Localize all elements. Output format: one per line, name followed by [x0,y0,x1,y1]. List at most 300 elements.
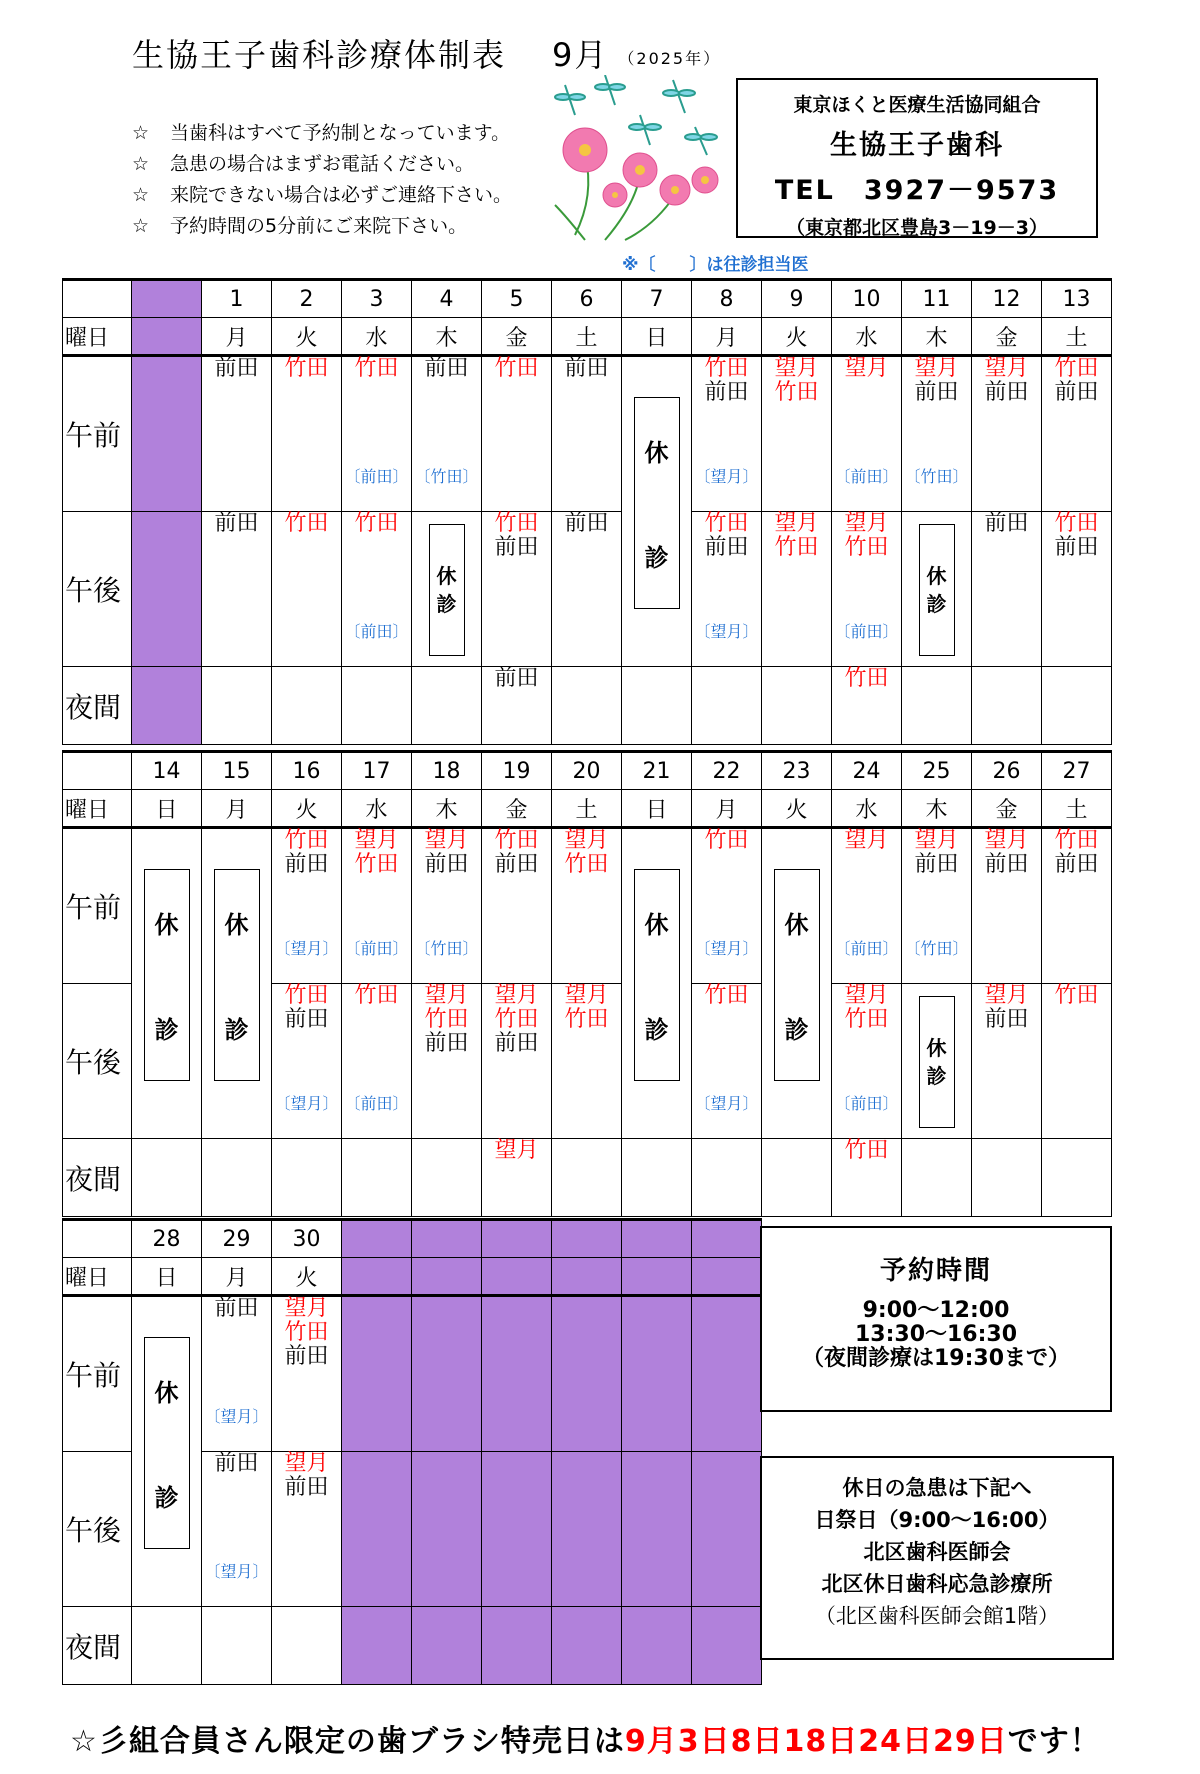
weekday-cell: 木 [902,318,972,356]
doctor-name: 竹田 [354,852,399,877]
weekday-cell: 日 [132,790,202,828]
schedule-cell [272,1452,342,1607]
doctor-name: 望月 [494,1138,539,1163]
schedule-cell [972,828,1042,984]
date-cell [482,1220,552,1258]
schedule-cell [622,1607,692,1685]
home-visit-doctor: 〔前田〕 [344,467,409,486]
home-visit-doctor: 〔前田〕 [834,939,899,958]
schedule-cell [132,1139,202,1217]
schedule-cell [902,356,972,512]
holiday-line: 北区歯科医師会 [863,1540,1011,1564]
doctor-name: 竹田 [354,511,399,536]
schedule-cell [482,1607,552,1685]
schedule-cell [342,667,412,745]
night-row [63,1139,1112,1217]
home-visit-doctor: 〔前田〕 [344,1094,409,1113]
notice-item [132,118,512,149]
closed-bottom: 診 [154,1016,179,1044]
date-cell: 17 [342,752,412,790]
date-cell: 8 [692,280,762,318]
doctor-name: 竹田 [844,535,889,560]
weekday-cell: 木 [412,318,482,356]
schedule-cell [552,828,622,984]
promo-dates: 9月3日8日18日24日29日 [624,1724,1008,1759]
star-icon: ☆ [132,184,150,206]
closed-top: 休 [224,911,249,939]
weekday-cell: 日 [622,318,692,356]
schedule-cell [762,512,832,667]
clinic-phone: TEL 3927－9573 [774,175,1060,206]
doctor-name: 前田 [214,356,259,381]
doctor-name: 前田 [494,666,539,691]
schedule-cell [692,512,762,667]
star-icon: ☆ [132,153,150,175]
weekday-cell: 土 [552,318,622,356]
schedule-cell [412,1139,482,1217]
weekday-cell: 水 [832,318,902,356]
schedule-cell [412,512,482,667]
schedule-cell [692,1607,762,1685]
date-cell: 6 [552,280,622,318]
doctor-name: 望月 [844,356,889,381]
doctor-name: 望月 [844,828,889,853]
doctor-name: 竹田 [494,1007,539,1032]
doctor-name: 竹田 [494,828,539,853]
date-cell: 10 [832,280,902,318]
hours-line: 9:00～12:00 [862,1298,1010,1323]
doctor-name: 竹田 [1054,511,1099,536]
schedule-cell [692,1139,762,1217]
date-cell: 28 [132,1220,202,1258]
doctor-name: 竹田 [774,380,819,405]
weekday-cell: 木 [412,790,482,828]
title-year: （2025年） [618,48,722,68]
weekday-cell: 月 [202,318,272,356]
weekday-cell: 火 [272,318,342,356]
holiday-line: （北区歯科医師会館1階） [814,1604,1060,1628]
doctor-name: 望月 [494,983,539,1008]
date-cell: 16 [272,752,342,790]
schedule-cell [132,1607,202,1685]
doctor-name: 前田 [494,1031,539,1056]
hours-line: 13:30～16:30 [854,1322,1018,1347]
period-label: 午後 [63,984,132,1139]
doctor-name: 竹田 [494,511,539,536]
doctor-name: 前田 [984,852,1029,877]
date-cell: 19 [482,752,552,790]
pm-row [63,512,1112,667]
schedule-cell [1042,984,1112,1139]
schedule-cell [202,512,272,667]
weekday-cell [132,318,202,356]
home-visit-doctor: 〔望月〕 [204,1562,269,1581]
doctor-name: 竹田 [354,983,399,1008]
promo-suffix: です！ [1007,1724,1101,1759]
am-row [63,356,1112,512]
home-visit-doctor: 〔望月〕 [274,939,339,958]
date-cell [342,1220,412,1258]
weekday-cell: 水 [342,318,412,356]
page-title [132,30,721,76]
appointment-hours-box [760,1226,1112,1412]
doctor-name: 望月 [984,983,1029,1008]
clinic-org: 東京ほくと医療生活協同組合 [793,94,1041,116]
schedule-cell [412,1607,482,1685]
doctor-name: 望月 [424,828,469,853]
schedule-cell [902,512,972,667]
schedule-cell [552,1452,622,1607]
weekday-cell: 月 [202,1258,272,1296]
period-label: 夜間 [63,667,132,745]
doctor-name: 前田 [284,1344,329,1369]
schedule-cell [202,1296,272,1452]
schedule-cell [1042,667,1112,745]
doctor-name: 望月 [984,828,1029,853]
doctor-name: 竹田 [564,852,609,877]
notice-text: 当歯科はすべて予約制となっています。 [170,122,511,144]
closed-top: 休 [436,564,457,588]
closed-box [429,524,465,656]
doctor-name: 竹田 [704,983,749,1008]
doctor-name: 竹田 [494,356,539,381]
date-cell: 21 [622,752,692,790]
schedule-cell [832,984,902,1139]
schedule-cell [342,356,412,512]
doctor-name: 竹田 [284,356,329,381]
home-visit-doctor: 〔望月〕 [694,467,759,486]
schedule-cell [762,667,832,745]
doctor-name: 竹田 [1054,983,1099,1008]
schedule-cell [272,667,342,745]
schedule-cell [762,1139,832,1217]
date-cell: 7 [622,280,692,318]
schedule-cell [412,984,482,1139]
schedule-cell [552,1607,622,1685]
schedule-cell [972,984,1042,1139]
date-cell [622,1220,692,1258]
notice-list [132,118,512,242]
closed-box [919,996,955,1128]
doctor-name: 竹田 [844,1007,889,1032]
date-cell: 20 [552,752,622,790]
holiday-line: 休日の急患は下記へ [842,1476,1032,1500]
schedule-cell [902,1139,972,1217]
promo-prefix: ☆彡組合員さん限定の歯ブラシ特売日は [70,1724,625,1759]
weekday-cell: 火 [762,318,832,356]
doctor-name: 望月 [774,511,819,536]
period-label: 午前 [63,356,132,512]
doctor-name: 竹田 [354,356,399,381]
home-visit-doctor: 〔望月〕 [204,1407,269,1426]
period-label: 午後 [63,1452,132,1607]
schedule-cell [342,984,412,1139]
notice-text: 予約時間の5分前にご来院下さい。 [170,215,468,237]
closed-top: 休 [926,564,947,588]
date-cell: 29 [202,1220,272,1258]
schedule-cell [482,512,552,667]
schedule-cell [482,356,552,512]
doctor-name: 竹田 [844,1138,889,1163]
schedule-cell [1042,356,1112,512]
date-cell: 9 [762,280,832,318]
doctor-name: 前田 [914,380,959,405]
date-cell [132,280,202,318]
schedule-cell [902,667,972,745]
closed-box [634,397,680,609]
schedule-cell [622,1296,692,1452]
closed-bottom: 診 [644,1016,669,1044]
closed-top: 休 [644,911,669,939]
doctor-name: 前田 [564,511,609,536]
weekday-cell [342,1258,412,1296]
doctor-name: 前田 [214,1451,259,1476]
hours-heading: 予約時間 [879,1256,992,1286]
date-cell: 3 [342,280,412,318]
doctor-name: 望月 [284,1451,329,1476]
doctor-name: 前田 [424,1031,469,1056]
weekday-cell [412,1258,482,1296]
doctor-name: 前田 [704,380,749,405]
clinic-name: 生協王子歯科 [830,130,1004,161]
weekday-cell: 月 [692,790,762,828]
schedule-cell [132,1296,202,1607]
title-text: 生協王子歯科診療体制表 [132,36,507,74]
notice-item [132,149,512,180]
schedule-cell [412,667,482,745]
date-cell: 24 [832,752,902,790]
schedule-cell [692,356,762,512]
date-cell: 23 [762,752,832,790]
doctor-name: 望月 [354,828,399,853]
doctor-name: 前田 [424,852,469,877]
closed-top: 休 [926,1036,947,1060]
closed-bottom: 診 [784,1016,809,1044]
schedule-cell [482,1296,552,1452]
weekday-cell [622,1258,692,1296]
toothbrush-sale-notice [70,1716,1101,1760]
weekday-cell: 土 [1042,790,1112,828]
schedule-cell [202,1139,272,1217]
date-cell: 5 [482,280,552,318]
doctor-name: 前田 [984,511,1029,536]
doctor-name: 竹田 [564,1007,609,1032]
hours-line: （夜間診療は19:30まで） [801,1346,1071,1371]
home-visit-doctor: 〔望月〕 [694,622,759,641]
schedule-cell [132,512,202,667]
notice-item [132,180,512,211]
schedule-cell [552,1139,622,1217]
schedule-cell [412,356,482,512]
closed-box [919,524,955,656]
weekday-cell: 水 [832,790,902,828]
doctor-name: 望月 [914,356,959,381]
closed-top: 休 [154,911,179,939]
schedule-cell [272,1607,342,1685]
weekday-cell: 金 [972,790,1042,828]
am-row [63,828,1112,984]
schedule-cell [202,667,272,745]
home-visit-doctor: 〔前田〕 [834,622,899,641]
schedule-cell [482,828,552,984]
notice-text: 急患の場合はまずお電話ください。 [170,153,475,175]
doctor-name: 前田 [984,1007,1029,1032]
weekday-cell: 月 [692,318,762,356]
doctor-name: 前田 [1054,380,1099,405]
schedule-cell [552,512,622,667]
weekday-cell: 土 [1042,318,1112,356]
date-cell [552,1220,622,1258]
schedule-cell [692,828,762,984]
schedule-cell [972,356,1042,512]
schedule-cell [692,1452,762,1607]
date-cell: 2 [272,280,342,318]
doctor-name: 望月 [564,983,609,1008]
schedule-cell [622,667,692,745]
date-cell: 4 [412,280,482,318]
home-visit-doctor: 〔前田〕 [834,467,899,486]
schedule-cell [272,1139,342,1217]
doctor-name: 望月 [844,511,889,536]
schedule-cell [622,1452,692,1607]
date-cell: 22 [692,752,762,790]
doctor-name: 前田 [284,852,329,877]
night-row [63,667,1112,745]
doctor-name: 望月 [564,828,609,853]
date-cell: 25 [902,752,972,790]
closed-box [774,869,820,1081]
weekday-label: 曜日 [63,318,132,356]
schedule-cell [272,356,342,512]
date-cell: 27 [1042,752,1112,790]
weekday-cell: 火 [272,790,342,828]
date-cell [692,1220,762,1258]
weekday-cell: 金 [972,318,1042,356]
date-cell: 13 [1042,280,1112,318]
doctor-name: 竹田 [1054,828,1099,853]
schedule-cell [552,667,622,745]
holiday-emergency-box [760,1456,1114,1660]
schedule-cell [202,1607,272,1685]
doctor-name: 竹田 [704,356,749,381]
doctor-name: 前田 [564,356,609,381]
schedule-cell [832,667,902,745]
schedule-cell [972,1139,1042,1217]
closed-bottom: 診 [436,592,457,616]
doctor-name: 望月 [914,828,959,853]
doctor-name: 前田 [424,356,469,381]
closed-box [634,869,680,1081]
doctor-name: 前田 [214,1296,259,1321]
schedule-cell [972,512,1042,667]
schedule-cell [412,1452,482,1607]
weekday-cell: 月 [202,790,272,828]
calendar-week [62,278,1112,745]
doctor-name: 竹田 [284,511,329,536]
closed-box [214,869,260,1081]
weekday-cell: 火 [272,1258,342,1296]
schedule-cell [552,1296,622,1452]
date-cell: 14 [132,752,202,790]
home-visit-doctor: 〔望月〕 [274,1094,339,1113]
weekday-cell: 火 [762,790,832,828]
schedule-cell [132,356,202,512]
period-label: 夜間 [63,1139,132,1217]
cosmos-dragonfly-illustration [545,75,735,245]
home-visit-doctor: 〔前田〕 [834,1094,899,1113]
closed-bottom: 診 [644,544,669,572]
schedule-cell [832,356,902,512]
date-row [63,280,1112,318]
weekday-label: 曜日 [63,1258,132,1296]
date-cell: 12 [972,280,1042,318]
doctor-name: 前田 [284,1475,329,1500]
schedule-cell [692,984,762,1139]
date-cell: 1 [202,280,272,318]
doctor-name: 竹田 [704,828,749,853]
title-month: 9月 [552,36,609,74]
doctor-name: 竹田 [424,1007,469,1032]
doctor-name: 前田 [704,535,749,560]
schedule-cell [1042,1139,1112,1217]
schedule-cell [552,984,622,1139]
doctor-name: 望月 [424,983,469,1008]
weekday-cell: 土 [552,790,622,828]
schedule-cell [342,512,412,667]
home-visit-doctor: 〔望月〕 [694,939,759,958]
doctor-name: 前田 [1054,535,1099,560]
schedule-cell [1042,828,1112,984]
schedule-cell [622,356,692,667]
period-label: 午前 [63,828,132,984]
schedule-cell [762,828,832,1139]
closed-top: 休 [154,1379,179,1407]
schedule-cell [412,828,482,984]
date-cell: 11 [902,280,972,318]
schedule-cell [762,356,832,512]
doctor-name: 前田 [914,852,959,877]
schedule-cell [1042,512,1112,667]
star-icon: ☆ [132,215,150,237]
weekday-label: 曜日 [63,790,132,828]
home-visit-doctor: 〔竹田〕 [414,939,479,958]
date-cell: 18 [412,752,482,790]
weekday-cell [482,1258,552,1296]
schedule-cell [272,512,342,667]
schedule-cell [272,828,342,984]
weekday-cell [552,1258,622,1296]
schedule-cell [132,667,202,745]
closed-bottom: 診 [224,1016,249,1044]
date-cell: 15 [202,752,272,790]
date-cell: 26 [972,752,1042,790]
schedule-cell [832,512,902,667]
schedule-cell [622,1139,692,1217]
doctor-name: 竹田 [844,666,889,691]
doctor-name: 前田 [494,535,539,560]
schedule-cell [902,984,972,1139]
doctor-name: 竹田 [284,1320,329,1345]
schedule-cell [552,356,622,512]
weekday-cell [692,1258,762,1296]
notice-item [132,211,512,242]
home-visit-legend: ※〔 〕は往診担当医 [622,255,809,275]
schedule-cell [132,828,202,1139]
closed-bottom: 診 [926,1064,947,1088]
home-visit-doctor: 〔前田〕 [344,622,409,641]
doctor-name: 望月 [984,356,1029,381]
schedule-cell [342,1452,412,1607]
